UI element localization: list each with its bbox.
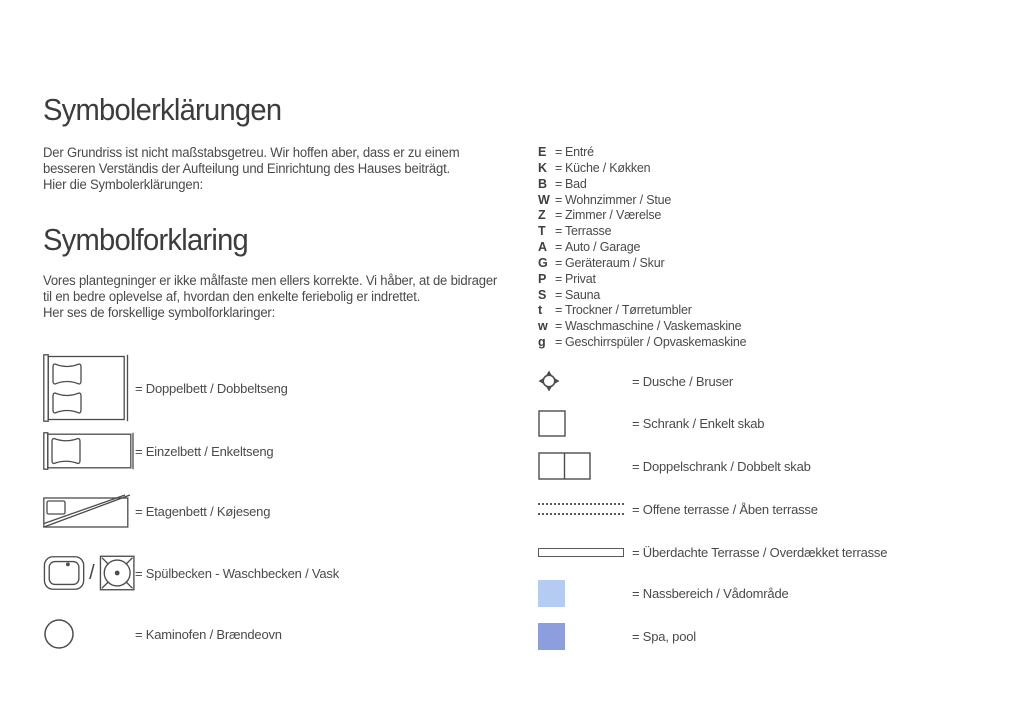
- room-code-row: [538, 256, 746, 272]
- room-code-row: [538, 288, 746, 304]
- legend-label: = Doppelschrank / Dobbelt skab: [632, 458, 811, 474]
- legend-label: = Offene terrasse / Åben terrasse: [632, 501, 818, 517]
- room-code-name: Sauna: [565, 287, 601, 302]
- room-code-name: Küche / Køkken: [565, 160, 651, 175]
- room-code-letter: A: [538, 240, 547, 255]
- equals-sign: =: [554, 176, 563, 191]
- room-code-name: Waschmaschine / Vaskemaskine: [565, 319, 742, 334]
- room-code-letter: W: [538, 192, 550, 207]
- equals-sign: =: [554, 224, 563, 239]
- equals-sign: =: [554, 192, 563, 207]
- paragraph-danish-line: Vores plantegninger er ikke målfaste men ellers korrekte. Vi håber, at de bidrager: [43, 273, 498, 288]
- equals-sign: =: [554, 303, 563, 318]
- legend-label: = Schrank / Enkelt skab: [632, 416, 765, 431]
- sink-round-icon: [43, 554, 85, 592]
- equals-sign: =: [554, 160, 563, 175]
- double-bed-icon: [43, 354, 135, 422]
- legend-row-bunk-bed: [43, 494, 270, 528]
- equals-sign: =: [554, 335, 563, 350]
- room-code-name: Entré: [565, 145, 594, 159]
- room-code-row: [538, 193, 746, 209]
- single-wardrobe-icon: [538, 410, 632, 437]
- room-code-name: Trockner / Tørretumbler: [565, 303, 692, 318]
- room-code-letter: g: [538, 335, 546, 350]
- room-code-row: [538, 319, 746, 335]
- paragraph-danish-line: til en bedre oplevelse af, hvordan den enkelte feriebolig er indrettet.: [43, 288, 421, 304]
- slash-separator: /: [89, 561, 95, 584]
- sink-icons: [43, 554, 135, 592]
- room-code-row: [538, 177, 746, 193]
- sink-square-icon: [99, 554, 135, 592]
- legend-row-single-wardrobe: [538, 410, 764, 437]
- room-code-row: [538, 335, 746, 351]
- wood-stove-icon: [43, 618, 135, 650]
- single-bed-icon: [43, 432, 135, 470]
- legend-row-open-terrace: [538, 503, 818, 515]
- room-code-letter: w: [538, 319, 548, 334]
- double-wardrobe-icon: [538, 452, 632, 480]
- paragraph-german-line: Hier die Symbolerklärungen:: [43, 176, 203, 192]
- legend-row-single-bed: [43, 432, 273, 470]
- room-code-name: Auto / Garage: [565, 240, 641, 255]
- paragraph-danish: [43, 273, 497, 320]
- paragraph-german-line: besseren Verständis der Aufteilung und Einrichtung des Hauses beiträgt.: [43, 160, 450, 176]
- legend-row-double-bed: [43, 354, 288, 422]
- room-code-letter: Z: [538, 208, 546, 223]
- shower-icon: [538, 370, 632, 392]
- room-code-letter: E: [538, 145, 547, 159]
- legend-label: = Kaminofen / Brændeovn: [135, 626, 282, 642]
- room-code-letter: S: [538, 287, 547, 302]
- room-code-list: [538, 145, 746, 351]
- room-code-letter: B: [538, 176, 547, 191]
- legend-label: = Spa, pool: [632, 628, 696, 644]
- room-code-name: Zimmer / Værelse: [565, 208, 662, 223]
- legend-label: = Doppelbett / Dobbeltseng: [135, 380, 288, 396]
- covered-terrace-icon: [538, 548, 632, 557]
- equals-sign: =: [554, 208, 563, 223]
- legend-row-wet-area: [538, 580, 789, 607]
- wet-area-color: [538, 580, 565, 607]
- room-code-row: [538, 208, 746, 224]
- room-code-letter: T: [538, 224, 546, 239]
- paragraph-german-line: Der Grundriss ist nicht maßstabsgetreu. Wir hoffen aber, dass er zu einem: [43, 145, 460, 160]
- room-code-name: Geräteraum / Skur: [565, 255, 665, 270]
- room-code-letter: t: [538, 303, 542, 318]
- legend-label: = Etagenbett / Køjeseng: [135, 503, 271, 519]
- spa-pool-color: [538, 623, 565, 650]
- paragraph-danish-line: Her ses de forskellige symbolforklaringer:: [43, 304, 276, 320]
- equals-sign: =: [554, 255, 563, 270]
- legend-label: = Einzelbett / Enkeltseng: [135, 443, 274, 459]
- room-code-row: [538, 145, 746, 161]
- room-code-row: [538, 161, 746, 177]
- room-code-letter: G: [538, 255, 548, 270]
- room-code-name: Bad: [565, 176, 587, 191]
- legend-label: = Nassbereich / Vådområde: [632, 586, 789, 601]
- equals-sign: =: [554, 271, 563, 286]
- legend-row-wood-stove: [43, 618, 282, 650]
- room-code-letter: P: [538, 271, 547, 286]
- room-code-letter: K: [538, 160, 547, 175]
- room-code-row: [538, 303, 746, 319]
- legend-label: = Spülbecken - Waschbecken / Vask: [135, 565, 340, 581]
- room-code-row: [538, 272, 746, 288]
- equals-sign: =: [554, 319, 563, 334]
- legend-row-sink: [43, 554, 339, 592]
- paragraph-german: [43, 145, 459, 192]
- legend-label: = Überdachte Terrasse / Overdækket terrasse: [632, 544, 888, 560]
- legend-row-shower: [538, 370, 733, 392]
- room-code-name: Privat: [565, 271, 596, 286]
- room-code-row: [538, 240, 746, 256]
- room-code-name: Wohnzimmer / Stue: [565, 192, 672, 207]
- equals-sign: =: [554, 287, 563, 302]
- room-code-name: Geschirrspüler / Opvaskemaskine: [565, 335, 747, 350]
- wet-area-swatch: [538, 580, 632, 607]
- room-code-row: [538, 224, 746, 240]
- legend-row-covered-terrace: [538, 546, 887, 558]
- legend-row-double-wardrobe: [538, 452, 811, 480]
- equals-sign: =: [554, 145, 563, 159]
- bunk-bed-icon: [43, 494, 135, 528]
- spa-pool-swatch: [538, 623, 632, 650]
- equals-sign: =: [554, 240, 563, 255]
- legend-row-spa-pool: [538, 622, 696, 650]
- heading-german: Symbolerklärungen: [43, 92, 282, 127]
- room-code-name: Terrasse: [565, 224, 612, 239]
- heading-danish: Symbolforklaring: [43, 222, 248, 257]
- legend-label: = Dusche / Bruser: [632, 373, 734, 389]
- open-terrace-icon: [538, 503, 632, 515]
